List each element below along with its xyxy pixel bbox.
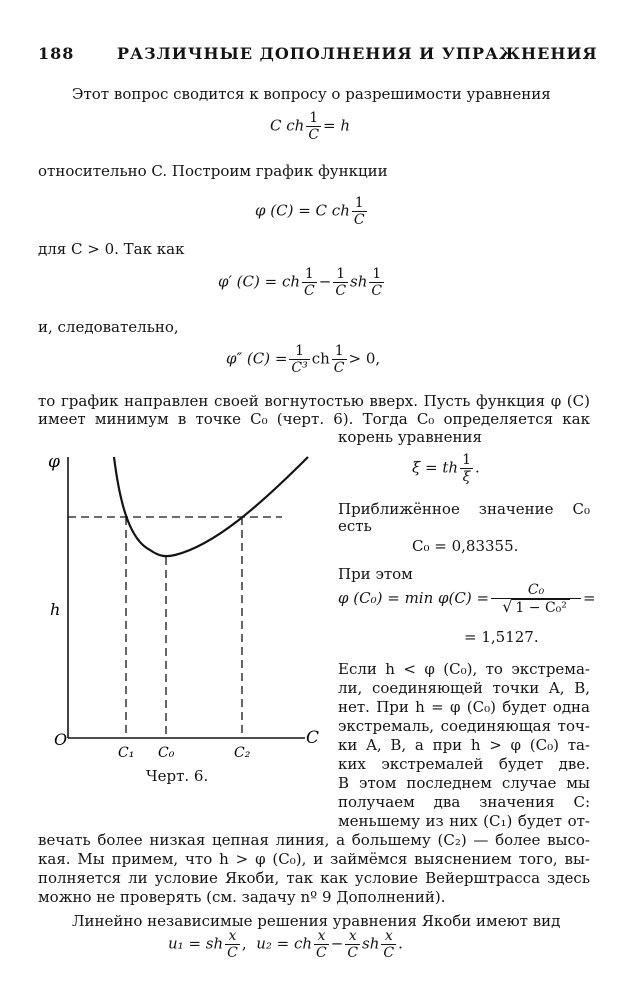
equation-3	[218, 266, 386, 299]
eq-part: φ (C) = C ch	[255, 201, 350, 220]
phi-curve	[114, 457, 308, 556]
paragraph-line: можно не проверять (см. задачу nº 9 Дополнений).	[38, 888, 446, 906]
paragraph-line: Этот вопрос сводится к вопросу о разрешимости уравнения	[72, 85, 551, 103]
equation-7	[168, 928, 403, 961]
eq-part: φ″ (C) =	[226, 349, 288, 368]
eq-part: −	[318, 272, 332, 291]
fraction: $\frac{1}{C}$	[335, 266, 347, 299]
eq-part: =	[583, 589, 596, 607]
fraction: $\frac{1}{C}$	[308, 110, 320, 143]
fraction: $\frac{x}{C}$	[383, 928, 395, 961]
fraction: $\frac{1}{C}$	[353, 195, 365, 228]
paragraph-line: ли, соединяющей точки A, B,	[338, 679, 590, 697]
paragraph-line: Если h < φ (C₀), то экстрема-	[338, 660, 590, 678]
fraction: $\frac{1}{C}$	[304, 266, 315, 299]
fraction: $\frac{x}{C}$	[347, 928, 359, 961]
eq-part: φ (C₀) = min φ(C) =	[338, 589, 490, 607]
paragraph-line: экстремаль, соединяющая точ-	[338, 717, 590, 735]
paragraph-line: есть	[338, 517, 372, 535]
eq-part: u₂ = ch	[256, 934, 313, 953]
h-label: h	[50, 600, 61, 619]
page-number: 188	[38, 44, 75, 63]
eq-part: −	[330, 934, 344, 953]
paragraph-line: Приближённое значение C₀	[338, 500, 590, 518]
paragraph-line: для C > 0. Так как	[38, 240, 185, 258]
eq-part: C ch	[270, 116, 305, 135]
equation-1	[270, 110, 350, 143]
equation-4	[226, 343, 380, 376]
tick-label-c0: C₀	[158, 745, 175, 761]
fraction: $\frac{1}{\text{C³}}$	[291, 343, 308, 376]
eq-part: = h	[323, 116, 351, 135]
eq-part: sh	[350, 272, 368, 291]
fraction: $\frac{x}{C}$	[316, 928, 327, 961]
paragraph-line: то график направлен своей вогнутостью вверх. Пусть функция φ (C)	[38, 392, 590, 410]
paragraph-line: корень уравнения	[338, 428, 482, 446]
c0-value: C₀ = 0,83355.	[412, 537, 519, 555]
fraction: $\frac{\text{C₀}}{\text{√ 1 − C₀²}}$	[491, 582, 581, 616]
paragraph-line: имеет минимум в точке C₀ (черт. 6). Тогда C₀ определяется как	[38, 410, 590, 428]
fraction: $\frac{1}{C}$	[371, 266, 383, 299]
equation-2	[255, 195, 369, 228]
eq-part: .	[398, 934, 403, 953]
paragraph-line: ки A, B, а при h > φ (C₀) та-	[338, 736, 590, 754]
paragraph-line: получаем два значения C:	[338, 793, 590, 811]
y-axis-label: φ	[48, 452, 60, 472]
paragraph-line: и, следовательно,	[38, 318, 179, 336]
paragraph-line: В этом последнем случае мы	[338, 774, 590, 792]
paragraph-line: При этом	[338, 565, 413, 583]
tick-label-c1: C₁	[118, 745, 135, 761]
figure-6	[30, 445, 330, 785]
paragraph-line: кая. Мы примем, что h > φ (C₀), и займёмся выяснением того, вы-	[38, 850, 590, 868]
paragraph-line: нет. При h = φ (C₀) будет одна	[338, 698, 590, 716]
paragraph-line: полняется ли условие Якоби, так как условие Вейерштрасса здесь	[38, 869, 590, 887]
eq-part: φ′ (C) = ch	[218, 272, 301, 291]
equation-6	[338, 582, 596, 616]
paragraph-line: ких экстремалей будет две.	[338, 755, 590, 773]
paragraph-line: вечать более низкая цепная линия, а большему (C₂) — более высо-	[38, 831, 590, 849]
tick-label-c2: C₂	[234, 745, 251, 761]
figure-caption: Черт. 6.	[146, 767, 209, 785]
eq-part: u₁ = sh	[168, 934, 224, 953]
fraction: $\frac{x}{C}$	[227, 928, 238, 961]
min-value: = 1,5127.	[464, 628, 539, 646]
eq-part: .	[474, 458, 480, 477]
paragraph-line: относительно C. Построим график функции	[38, 162, 388, 180]
fraction: $\frac{1}{C}$	[333, 343, 345, 376]
eq-part: ξ = th	[412, 458, 459, 477]
running-title: РАЗЛИЧНЫЕ ДОПОЛНЕНИЯ И УПРАЖНЕНИЯ	[117, 44, 598, 63]
paragraph-line: меньшему из них (C₁) будет от-	[338, 812, 590, 830]
equation-5	[412, 452, 480, 485]
paragraph-line: Линейно независимые решения уравнения Якоби имеют вид	[72, 912, 561, 930]
eq-part: ,	[241, 934, 247, 953]
x-axis-label: C	[306, 728, 320, 748]
eq-part: > 0,	[348, 349, 381, 368]
eq-part: sh	[362, 934, 380, 953]
origin-label: O	[54, 730, 68, 749]
fraction: $\frac{1}{\xi}$	[462, 452, 471, 485]
eq-part: ch	[311, 349, 330, 368]
